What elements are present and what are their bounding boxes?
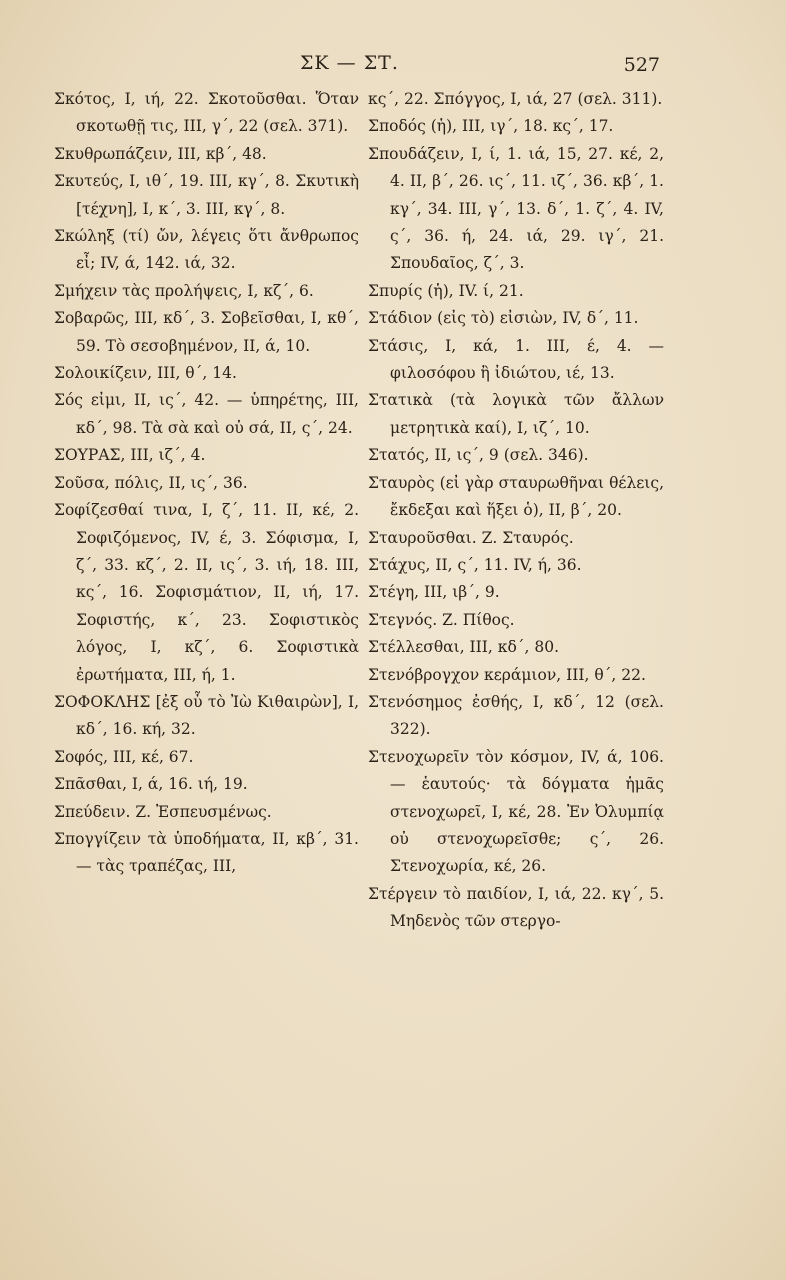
- index-entry: Σοῦσα, πόλις, II, ις΄, 36.: [54, 473, 248, 492]
- index-entry: Στάχυς, II, ς΄, 11. IV, ή, 36.: [368, 555, 582, 574]
- index-entry: Σοφίζεσθαί τινα, I, ζ΄, 11. II, κέ, 2. Σοφιζόμενος, IV, έ, 3. Σόφισμα, I, ζ΄, 33. κζ΄, 2. II, ις΄, 3. ιή, 18. III, κς΄, 16. Σοφισμάτιον, II, ιή, 17. Σοφιστής, κ΄, 23. Σοφιστικὸς λόγος, I, κζ΄, 6. Σοφιστικὰ ἐρωτήματα, III, ή, 1.: [54, 501, 359, 684]
- index-entry: Σπουδάζειν, I, ί, 1. ιά, 15, 27. κέ, 2, 4. II, β΄, 26. ις΄, 11. ιζ΄, 36. κβ΄, 1. κγ΄, 34. III, γ΄, 13. δ΄, 1. ζ΄, 4. IV, ς΄, 36. ή, 24. ιά, 29. ιγ΄, 21. Σπουδαῖος, ζ΄, 3.: [368, 144, 664, 273]
- index-entry: Σπεύδειν. Ζ. Ἐσπευσμένως.: [54, 802, 272, 821]
- index-entry: Σκυθρωπάζειν, III, κβ΄, 48.: [54, 144, 267, 163]
- index-entry: Σταυροῦσθαι. Ζ. Σταυρός.: [368, 528, 574, 547]
- index-entry: Στατός, II, ις΄, 9 (σελ. 346).: [368, 446, 589, 465]
- index-entry: Στέλλεσθαι, III, κδ΄, 80.: [368, 638, 560, 657]
- index-entry: Στεγνός. Ζ. Πίθος.: [368, 610, 515, 629]
- index-entry: Στάδιον (εἰς τὸ) εἰσιὼν, IV, δ΄, 11.: [368, 309, 639, 328]
- index-entry: Σπογγίζειν τὰ ὑποδήματα, II, κβ΄, 31. — τὰς τραπέζας, III,: [54, 829, 359, 876]
- running-head: ΣΚ — ΣΤ.: [300, 52, 399, 74]
- index-entry: Στατικὰ (τὰ λογικὰ τῶν ἄλλων μετρητικὰ καί), I, ιζ΄, 10.: [368, 391, 664, 437]
- index-entry: Σοβαρῶς, III, κδ΄, 3. Σοβεῖσθαι, I, κθ΄, 59. Τὸ σεσοβημένον, II, ά, 10.: [54, 309, 359, 355]
- index-entry: Στενοχωρεῖν τὸν κόσμον, IV, ά, 106. — ἑαυτούς· τὰ δόγματα ἡμᾶς στενοχωρεῖ, I, κέ, 28. Ἐν Ὀλυμπίᾳ οὐ στενοχωρεῖσθε; ς΄, 26. Στενοχωρία, κέ, 26.: [368, 747, 664, 876]
- index-entry: Στάσις, I, κά, 1. III, έ, 4. — φιλοσόφου ἢ ἰδιώτου, ιέ, 13.: [368, 336, 664, 383]
- index-entry: Σκότος, I, ιή, 22. Σκοτοῦσθαι. Ὅταν σκοτωθῇ τις, III, γ΄, 22 (σελ. 371).: [54, 90, 359, 136]
- index-entry: Σποδός (ἡ), III, ιγ΄, 18. κς΄, 17.: [368, 117, 614, 136]
- index-entry: κς΄, 22. Σπόγγος, I, ιά, 27 (σελ. 311).: [368, 90, 663, 108]
- index-entry: Σπυρίς (ἡ), IV. ί, 21.: [368, 281, 524, 300]
- index-entry: ΣΟΦΟΚΛΗΣ [ἐξ οὗ τὸ Ἰὼ Κιθαιρὼν], I, κδ΄, 16. κή, 32.: [54, 692, 359, 739]
- index-entry: Στέγη, III, ιβ΄, 9.: [368, 583, 500, 602]
- index-entry: Σπᾶσθαι, I, ά, 16. ιή, 19.: [54, 775, 248, 794]
- page-number: 527: [623, 54, 660, 76]
- index-entry: Σκώληξ (τί) ὤν, λέγεις ὅτι ἄνθρωπος εἶ; IV, ά, 142. ιά, 32.: [54, 227, 359, 273]
- index-entry: Στενόσημος ἐσθής, I, κδ΄, 12 (σελ. 322).: [368, 692, 664, 739]
- index-entry: ΣΟΥΡΑΣ, III, ιζ΄, 4.: [54, 446, 206, 465]
- index-entry: Σμήχειν τὰς προλήψεις, I, κζ΄, 6.: [54, 281, 314, 300]
- index-entry: Στενόβρογχον κεράμιον, III, θ΄, 22.: [368, 665, 646, 684]
- right-column: [368, 86, 664, 936]
- index-entry: Σκυτεύς, I, ιθ΄, 19. III, κγ΄, 8. Σκυτικὴ [τέχνη], I, κ΄, 3. III, κγ΄, 8.: [54, 172, 359, 218]
- page-header: [0, 52, 786, 82]
- index-entry: Σταυρὸς (εἰ γὰρ σταυρωθῆναι θέλεις, ἔκδεξαι καὶ ἥξει ὁ), II, β΄, 20.: [368, 473, 664, 520]
- index-entry: Σοφός, III, κέ, 67.: [54, 747, 194, 766]
- left-column: [54, 86, 359, 881]
- index-entry: Σολοικίζειν, III, θ΄, 14.: [54, 364, 237, 383]
- index-entry: Στέργειν τὸ παιδίον, I, ιά, 22. κγ΄, 5. Μηδενὸς τῶν στεργο-: [368, 884, 664, 931]
- index-entry: Σός εἰμι, II, ις΄, 42. — ὑπηρέτης, III, κδ΄, 98. Τὰ σὰ καὶ οὐ σά, II, ς΄, 24.: [54, 391, 359, 437]
